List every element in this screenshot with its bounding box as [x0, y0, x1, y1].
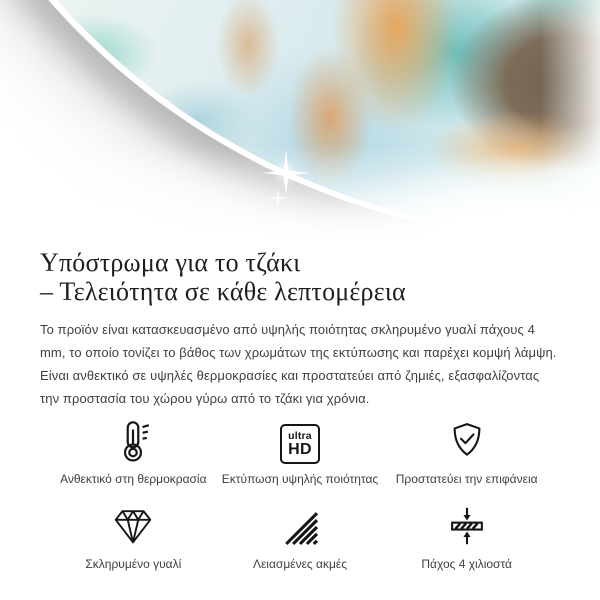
feature-surface-protection: [383, 416, 550, 486]
ultra-hd-box: [280, 424, 320, 464]
feature-temperature: [50, 416, 217, 486]
feature-print-quality: [217, 416, 384, 486]
page-title: [40, 248, 560, 306]
title-line-2: – Τελειότητα σε κάθε λεπτομέρεια: [40, 277, 406, 306]
title-line-1: Υπόστρωμα για το τζάκι: [40, 248, 301, 277]
feature-polished-edges: [217, 501, 384, 571]
ultra-hd-bottom-label: HD: [288, 441, 312, 458]
thermometer-icon: [110, 416, 156, 464]
feature-label: Σκληρυμένο γυαλί: [85, 557, 182, 571]
feature-label: Λειασμένες ακμές: [252, 557, 348, 571]
product-description: Το προϊόν είναι κατασκευασμένο από υψηλής ποιότητας σκληρυμένο γυαλί πάχους 4 mm, το οποίο τονίζει το βάθος των χρωμάτων της εκτύπωσης και παρέχει κομψή λάμψη. Είναι ανθεκτικό σε υψηλές θερμοκρασίες και προστατεύει από ζημιές, εξασφαλίζοντας την προστασία του χώρου γύρω από το τζάκι για χρόνια.: [40, 322, 557, 406]
thickness-icon: [444, 501, 490, 549]
ultra-hd-icon: [280, 416, 320, 464]
content-area: [0, 248, 600, 571]
feature-tempered-glass: [50, 501, 217, 571]
feature-label: Προστατεύει την επιφάνεια: [395, 472, 538, 486]
feature-label: Ανθεκτικό στη θερμοκρασία: [60, 472, 207, 486]
feature-label: Εκτύπωση υψηλής ποιότητας: [221, 472, 379, 486]
feature-thickness: [383, 501, 550, 571]
shield-check-icon: [445, 416, 489, 464]
product-photo: [0, 0, 600, 242]
sparkle-small-icon: [268, 188, 288, 208]
polished-edges-icon: [278, 501, 322, 549]
ultra-hd-top-label: ultra: [288, 430, 312, 442]
feature-grid: [50, 416, 550, 571]
diamond-icon: [110, 501, 156, 549]
feature-label: Πάχος 4 χιλιοστά: [421, 557, 512, 571]
